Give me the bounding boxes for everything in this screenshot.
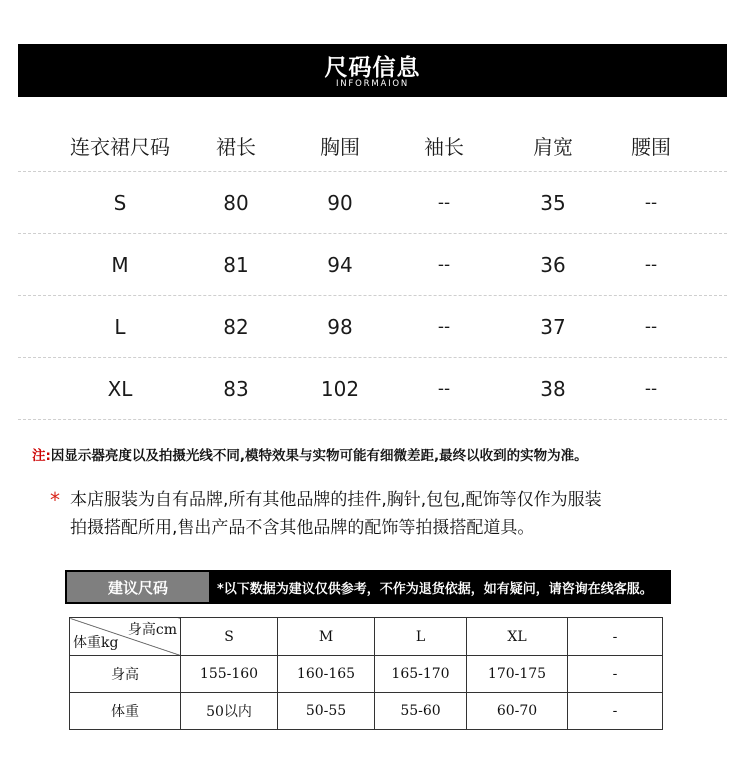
table-cell: 165-170 — [375, 656, 467, 693]
length-cell: 80 — [223, 190, 249, 215]
length-cell: 82 — [223, 314, 249, 339]
header-waist: 腰围 — [631, 135, 671, 159]
waist-cell: -- — [644, 316, 658, 337]
column-header: M — [278, 618, 375, 656]
length-cell: 81 — [223, 252, 249, 277]
bust-cell: 90 — [327, 190, 353, 215]
waist-cell: -- — [644, 254, 658, 275]
bust-cell: 98 — [327, 314, 353, 339]
table-cell: 50以内 — [181, 693, 278, 730]
table-cell: 55-60 — [375, 693, 467, 730]
column-header: L — [375, 618, 467, 656]
note-text: 因显示器亮度以及拍摄光线不同,模特效果与实物可能有细微差距,最终以收到的实物为准。 — [50, 448, 588, 464]
sleeve-cell: -- — [437, 378, 451, 399]
banner-subtitle: INFORMAION — [335, 79, 410, 89]
size-cell: XL — [107, 376, 133, 401]
table-cell: - — [568, 693, 663, 730]
header-shoulder: 肩宽 — [533, 135, 573, 159]
table-row — [18, 172, 727, 234]
waist-cell: -- — [644, 192, 658, 213]
sleeve-cell: -- — [437, 316, 451, 337]
size-table-header — [18, 120, 727, 172]
shoulder-cell: 38 — [540, 376, 566, 401]
table-cell: 60-70 — [467, 693, 568, 730]
disclaimer-line-2: 拍摄搭配所用,售出产品不含其他品牌的配饰等拍摄搭配道具。 — [70, 518, 535, 538]
shoulder-cell: 37 — [540, 314, 566, 339]
corner-height-label: 身高cm — [127, 622, 177, 638]
waist-cell: -- — [644, 378, 658, 399]
table-row — [18, 358, 727, 420]
note-label: 注: — [32, 448, 51, 464]
row-label: 身高 — [70, 656, 181, 693]
header-length: 裙长 — [216, 135, 256, 159]
recommend-table — [69, 617, 663, 730]
bust-cell: 94 — [327, 252, 353, 277]
table-cell: 170-175 — [467, 656, 568, 693]
sleeve-cell: -- — [437, 254, 451, 275]
column-header: S — [181, 618, 278, 656]
corner-cell — [70, 618, 181, 656]
size-cell: L — [114, 314, 126, 339]
table-cell: 50-55 — [278, 693, 375, 730]
shoulder-cell: 35 — [540, 190, 566, 215]
table-row — [70, 618, 663, 656]
header-banner — [18, 44, 727, 97]
shoulder-cell: 36 — [540, 252, 566, 277]
header-sleeve: 袖长 — [424, 135, 464, 159]
corner-weight-label: 体重kg — [73, 635, 119, 651]
column-header: - — [568, 618, 663, 656]
table-cell: - — [568, 656, 663, 693]
size-table — [18, 120, 727, 420]
recommend-tag: 建议尺码 — [67, 572, 209, 602]
bust-cell: 102 — [320, 376, 360, 401]
disclaimer-line-1: 本店服装为自有品牌,所有其他品牌的挂件,胸针,包包,配饰等仅作为服装 — [70, 490, 602, 510]
length-cell: 83 — [223, 376, 249, 401]
column-header: XL — [467, 618, 568, 656]
table-row — [18, 234, 727, 296]
header-size: 连衣裙尺码 — [70, 135, 170, 159]
recommend-text: *以下数据为建议仅供参考，不作为退货依据，如有疑问，请咨询在线客服。 — [217, 581, 653, 597]
table-row — [18, 296, 727, 358]
header-bust: 胸围 — [320, 135, 360, 159]
table-row — [70, 656, 663, 693]
table-cell: 155-160 — [181, 656, 278, 693]
table-row — [70, 693, 663, 730]
row-label: 体重 — [70, 693, 181, 730]
display-note — [32, 444, 588, 464]
table-cell: 160-165 — [278, 656, 375, 693]
asterisk-icon: * — [50, 488, 60, 512]
sleeve-cell: -- — [437, 192, 451, 213]
banner-title: 尺码信息 — [324, 55, 421, 81]
size-cell: S — [113, 190, 127, 215]
recommend-bar — [65, 570, 671, 604]
size-cell: M — [111, 252, 129, 277]
